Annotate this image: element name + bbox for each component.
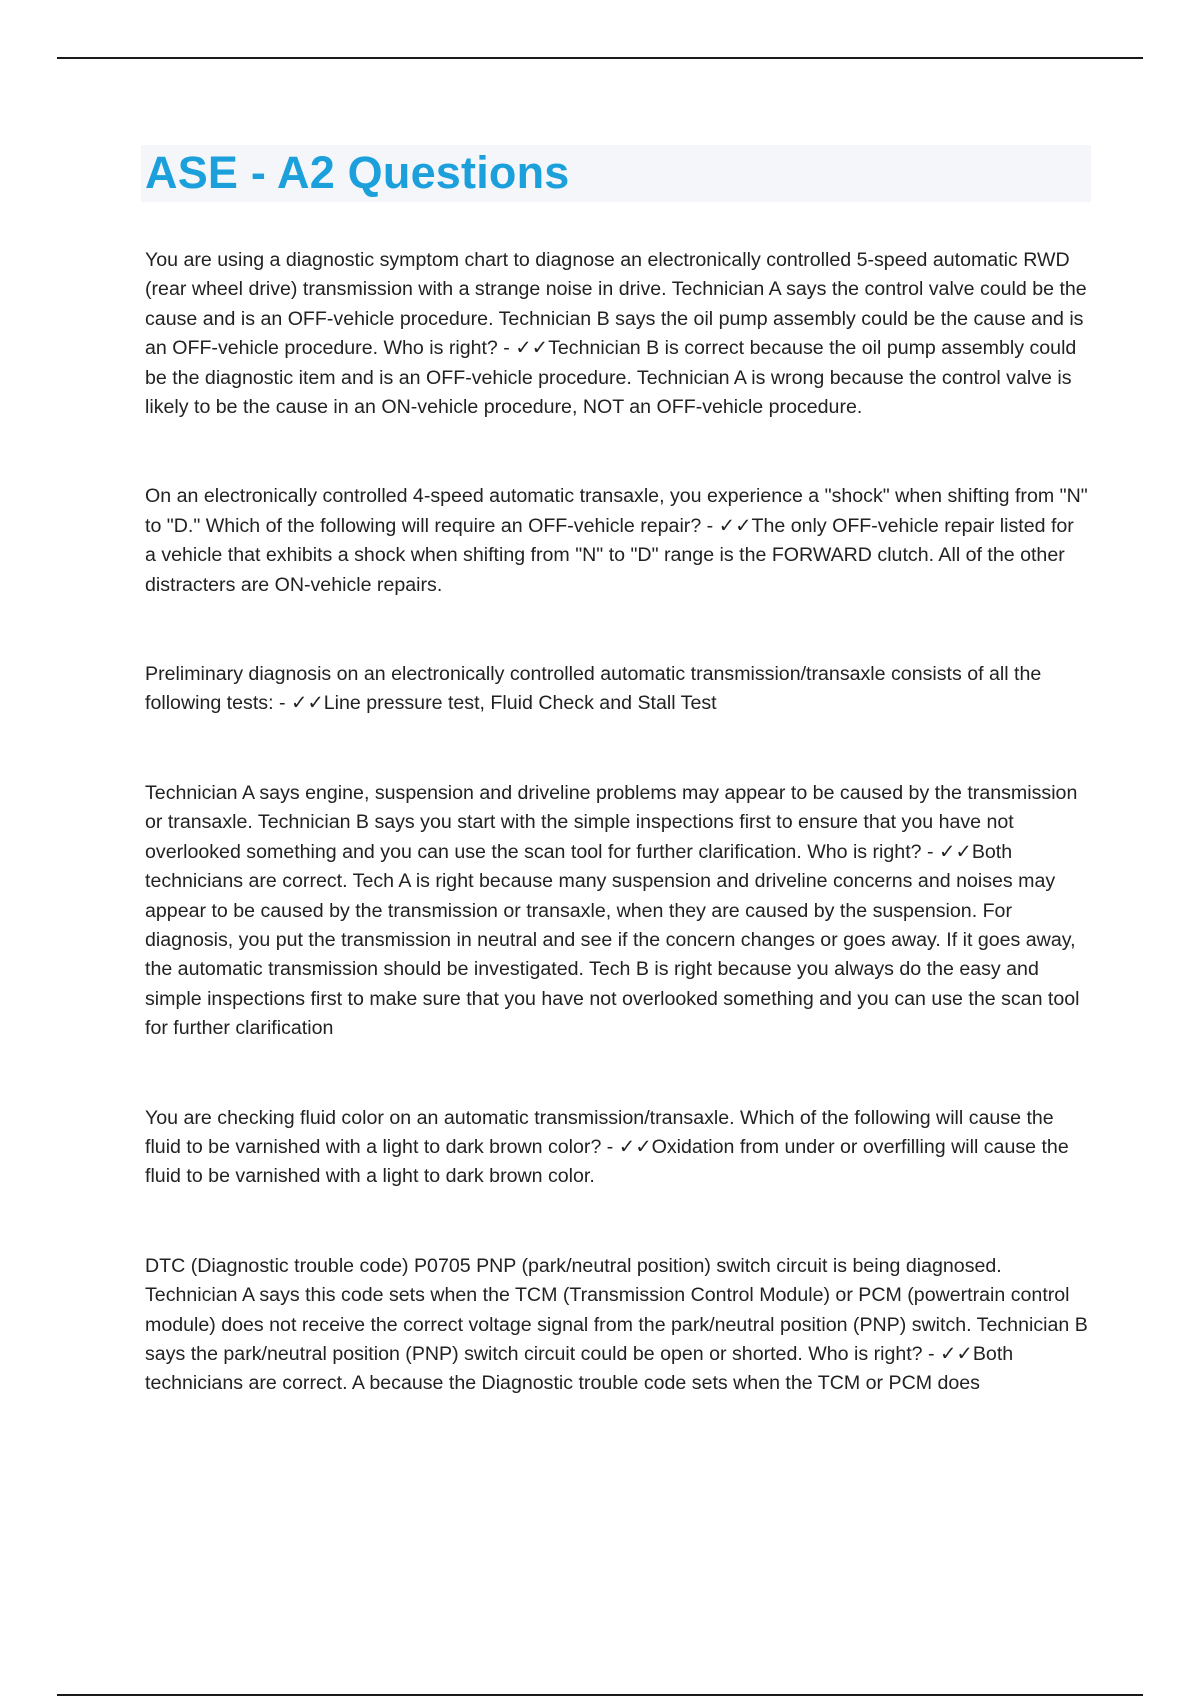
answer-text: Both technicians are correct. A because the Diagnostic trouble code sets when the TCM or PCM does <box>145 1342 1014 1395</box>
question-text: Preliminary diagnosis on an electronically controlled automatic transmission/transaxle consists of all the following tests: <box>145 663 1042 715</box>
answer-text: Technician B is correct because the oil pump assembly could be the diagnostic item and is an OFF-vehicle procedure. Technician A is wrong because the control valve is likely to be the cause in an ON-vehicle procedure, NOT an OFF-vehicle procedure. <box>145 337 1077 419</box>
separator: - <box>922 1342 941 1365</box>
check-icon: ✓✓ <box>290 692 324 715</box>
list-item <box>145 660 1090 719</box>
list-item <box>145 1104 1090 1192</box>
separator: - <box>601 1135 619 1158</box>
check-icon: ✓✓ <box>515 337 549 360</box>
separator: - <box>497 337 516 360</box>
page-title: ASE - A2 Questions <box>145 147 570 198</box>
question-text: You are using a diagnostic symptom chart to diagnose an electronically controlled 5-speed automatic RWD (rear wheel drive) transmission with a strange noise in drive. Technician A says the control valve could be the cause and is an OFF-vehicle procedure. Technician B says the oil pump assembly could be the cause and is an OFF-vehicle procedure. Who is right? <box>145 249 1087 360</box>
question-text: Technician A says engine, suspension and driveline problems may appear to be caused by the transmission or transaxle. Technician B says you start with the simple inspections first to ensure that you have not overlooked something and you can use the scan tool for further clarification. Who is right? <box>145 781 1078 863</box>
answer-text: The only OFF-vehicle repair listed for a vehicle that exhibits a shock when shifting from "N" to "D" range is the FORWARD clutch. All of the other distracters are ON-vehicle repairs. <box>145 514 1074 596</box>
separator: - <box>701 514 719 537</box>
check-icon: ✓✓ <box>940 1342 973 1365</box>
question-text: On an electronically controlled 4-speed automatic transaxle, you experience a "shock" when shifting from "N" to "D." Which of the following will require an OFF-vehicle repair? <box>145 485 1088 537</box>
question-list <box>145 246 1090 1459</box>
answer-text: Line pressure test, Fluid Check and Stall Test <box>323 692 717 715</box>
question-text: You are checking fluid color on an automatic transmission/transaxle. Which of the following will cause the fluid to be varnished with a light to dark brown color? <box>145 1106 1054 1158</box>
check-icon: ✓✓ <box>718 514 752 537</box>
check-icon: ✓✓ <box>618 1135 652 1158</box>
separator: - <box>921 840 939 863</box>
list-item <box>145 246 1090 422</box>
bottom-rule <box>57 1694 1143 1696</box>
separator: - <box>273 692 291 715</box>
check-icon: ✓✓ <box>938 840 972 863</box>
top-rule <box>57 57 1143 59</box>
question-text: DTC (Diagnostic trouble code) P0705 PNP (park/neutral position) switch circuit is being diagnosed. Technician A says this code sets when the TCM (Transmission Control Module) or PCM (powertrain control module) does not receive the correct voltage signal from the park/neutral position (PNP) switch. Technician B says the park/neutral position (PNP) switch circuit could be open or shorted. Who is right? <box>145 1254 1088 1365</box>
list-item <box>145 779 1090 1044</box>
answer-text: Both technicians are correct. Tech A is right because many suspension and driveline concerns and noises may appear to be caused by the transmission or transaxle, when they are caused by the suspension. For diagnosis, you put the transmission in neutral and see if the concern changes or goes away. If it goes away, the automatic transmission should be investigated. Tech B is right because you always do the easy and simple inspections first to make sure that you have not overlooked something and you can use the scan tool for further clarification <box>145 840 1080 1040</box>
list-item <box>145 482 1090 600</box>
list-item <box>145 1252 1090 1399</box>
answer-text: Oxidation from under or overfilling will cause the fluid to be varnished with a light to dark brown color. <box>145 1135 1069 1188</box>
